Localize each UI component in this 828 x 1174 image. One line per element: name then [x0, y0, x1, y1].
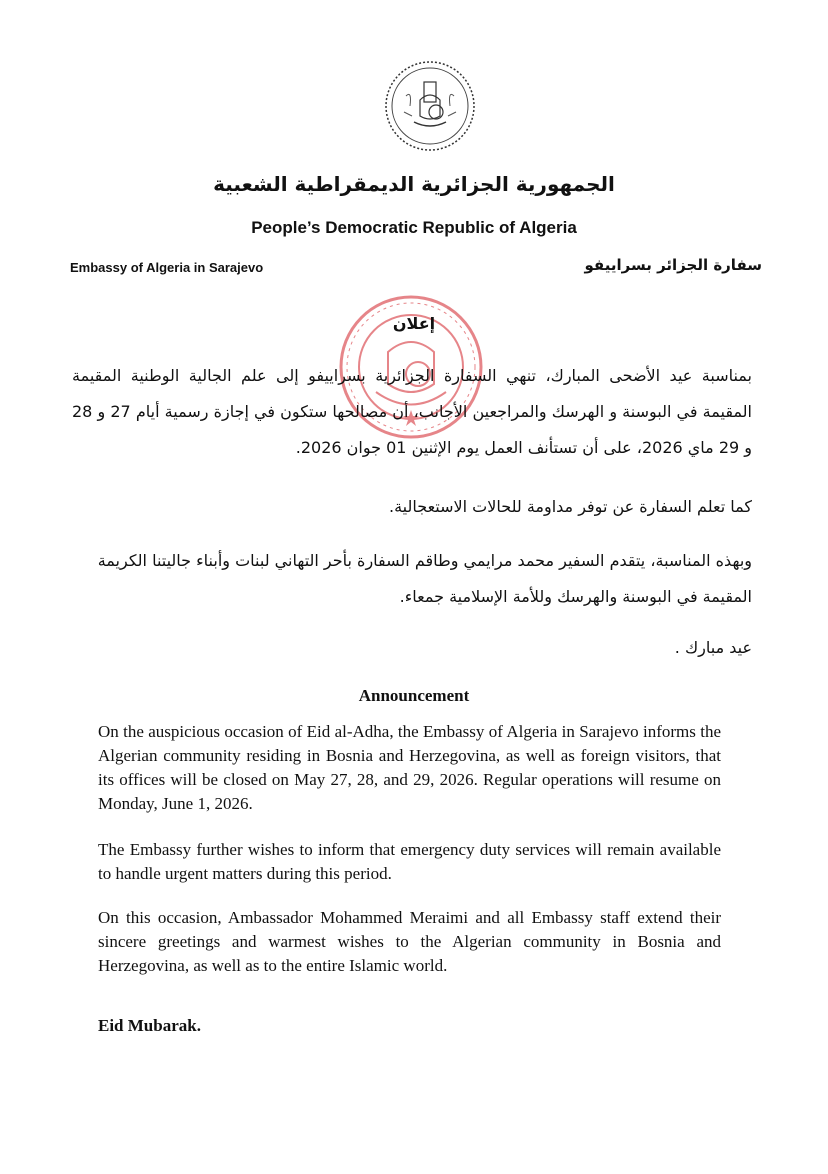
english-paragraph-3: On this occasion, Ambassador Mohammed Meraimi and all Embassy staff extend their sincere greetings and warmest wishes to the Algerian community in Bosnia and Herzegovina, as well as to the entire Islamic world. [98, 908, 721, 975]
arabic-state-title: الجمهورية الجزائرية الديمقراطية الشعبية [213, 172, 615, 196]
arabic-announcement-heading: إعلان [392, 314, 436, 333]
english-paragraph-1: On the auspicious occasion of Eid al-Adha, the Embassy of Algeria in Sarajevo informs the Algerian community residing in Bosnia and Herzegovina, as well as foreign visitors, that its offices will be closed on May 27, 28, and 29, 2026. Regular operations will resume on Monday, June 1, 2026. [98, 722, 721, 813]
arabic-paragraph-2-text: كما تعلم السفارة عن توفر مداومة للحالات الاستعجالية. [389, 497, 752, 516]
arabic-paragraph-1 [72, 358, 752, 466]
algeria-coat-of-arms-icon [384, 60, 476, 152]
arabic-paragraph-3 [72, 543, 752, 615]
arabic-paragraph-1-text: بمناسبة عيد الأضحى المبارك، تنهي السفارة الجزائرية بسراييفو إلى علم الجالية الوطنية المقيمة المقيمة في البوسنة و الهرسك والمراجعين الأجانب، أن مصالحها ستكون في إجازة رسمية أيام 27 و 28 و 29 ماي 2026، على أن تستأنف العمل يوم الإثنين 01 جوان 2026. [72, 366, 752, 457]
embassy-name-arabic: سفارة الجزائر بسراييفو [584, 256, 762, 274]
embassy-name-english: Embassy of Algeria in Sarajevo [70, 260, 264, 275]
english-paragraph-2: The Embassy further wishes to inform that emergency duty services will remain available to handle urgent matters during this period. [98, 840, 721, 883]
english-state-title: People’s Democratic Republic of Algeria [251, 218, 577, 237]
arabic-closing [72, 630, 752, 666]
arabic-paragraph-3-text: وبهذه المناسبة، يتقدم السفير محمد مرايمي وطاقم السفارة بأحر التهاني لبنات وأبناء جاليتنا الكريمة المقيمة في البوسنة والهرسك وللأمة الإسلامية جمعاء. [97, 551, 752, 606]
arabic-closing-text: عيد مبارك . [674, 638, 752, 657]
english-announcement-heading: Announcement [358, 686, 470, 705]
arabic-paragraph-2 [72, 489, 752, 525]
english-closing: Eid Mubarak. [98, 1016, 201, 1035]
